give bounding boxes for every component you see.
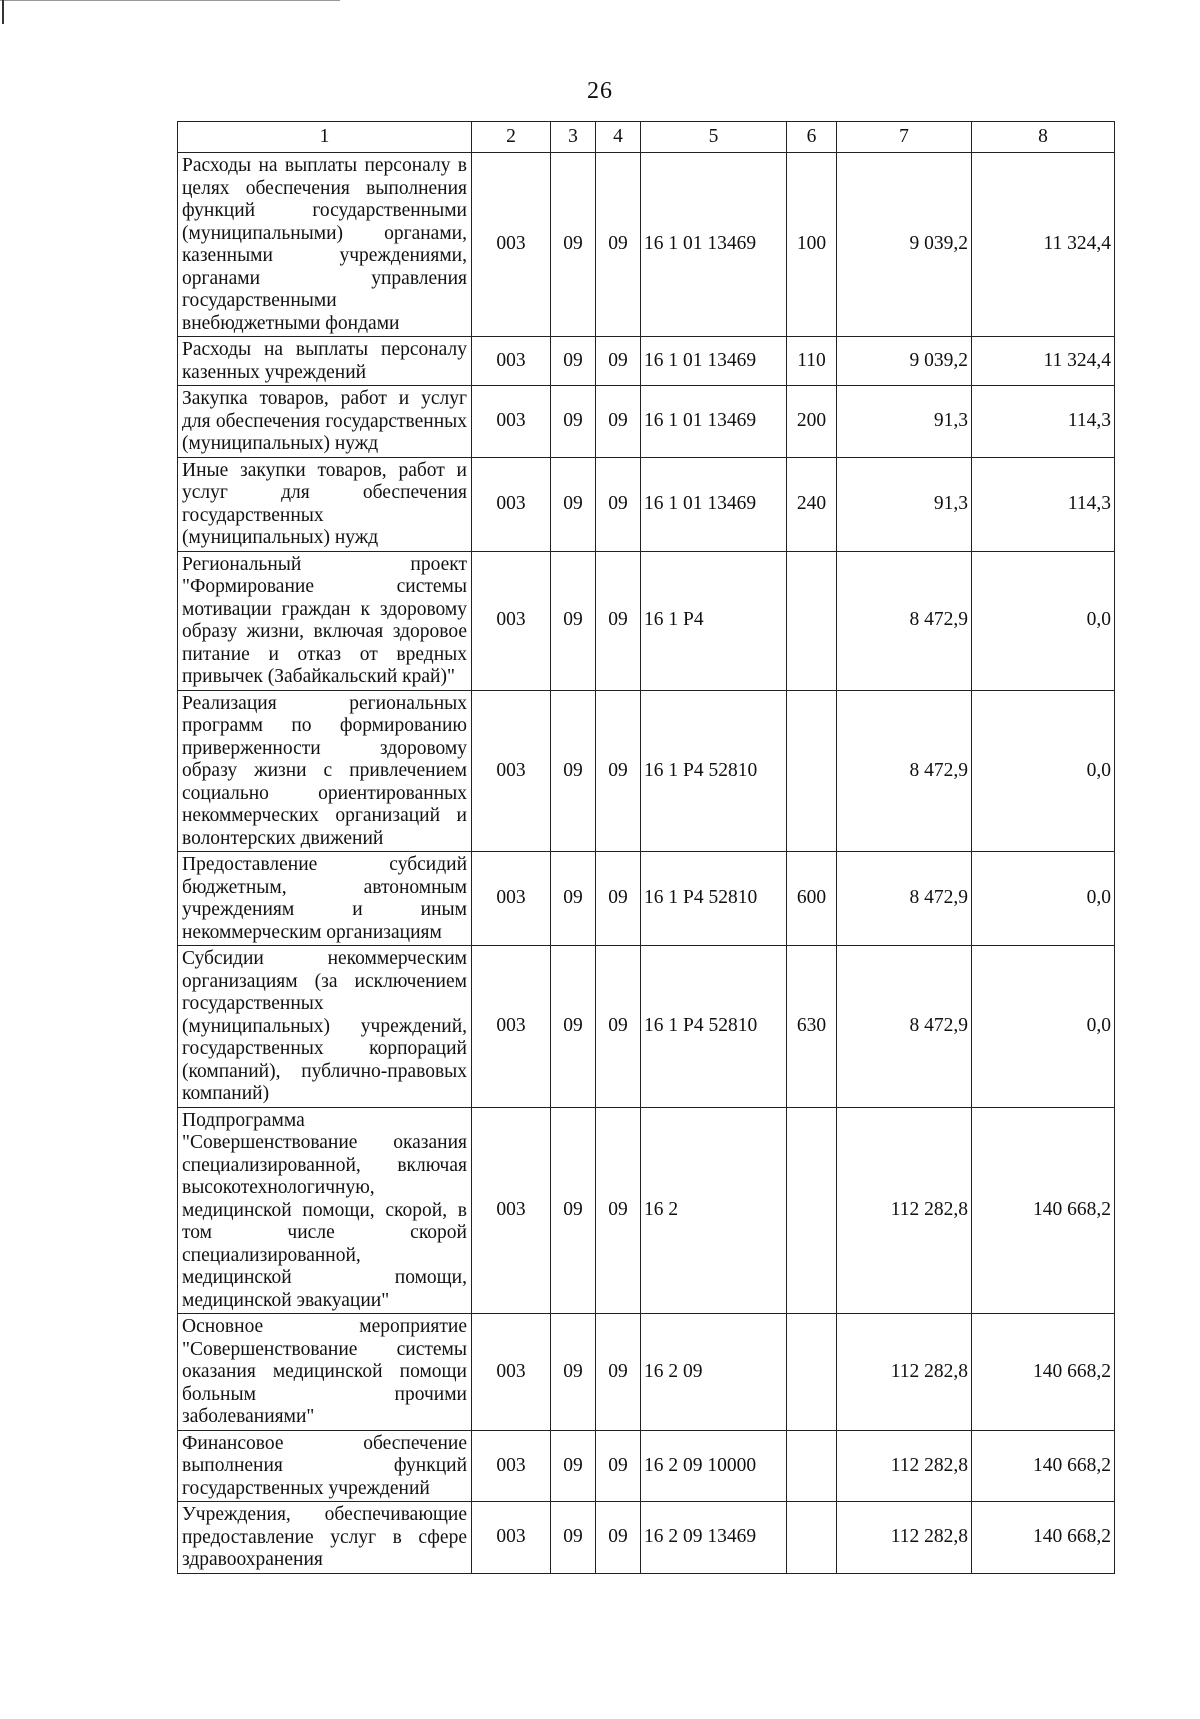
amount-year-2-cell: 0,0: [972, 690, 1115, 852]
row-name-cell: Субсидии некоммерческим организациям (за исключением государственных (муниципальных) учреждений, государственных корпораций (компаний), публично-правовых компаний): [178, 946, 472, 1108]
amount-year-1-cell: 9 039,2: [837, 337, 972, 386]
header-col-2: 2: [472, 122, 551, 153]
expense-type-cell: 110: [787, 337, 837, 386]
amount-year-1-cell: 8 472,9: [837, 852, 972, 946]
page-number: 26: [587, 78, 613, 104]
amount-year-1-cell: 112 282,8: [837, 1107, 972, 1314]
amount-year-2-cell: 0,0: [972, 852, 1115, 946]
section-code-cell: 09: [551, 1430, 596, 1502]
amount-year-1-cell: 112 282,8: [837, 1502, 972, 1574]
amount-year-2-cell: 11 324,4: [972, 337, 1115, 386]
subsection-code-cell: 09: [596, 457, 641, 551]
subsection-code-cell: 09: [596, 1107, 641, 1314]
top-scan-line: [0, 0, 340, 1]
amount-year-2-cell: 11 324,4: [972, 153, 1115, 337]
target-article-cell: 16 1 P4 52810: [641, 690, 787, 852]
target-article-cell: 16 1 01 13469: [641, 457, 787, 551]
section-code-cell: 09: [551, 551, 596, 690]
amount-year-2-cell: 114,3: [972, 386, 1115, 458]
row-name-cell: Подпрограмма "Совершенствование оказания специализированной, включая высокотехнологичную, медицинской помощи, скорой, в том числе скорой специализированной, медицинской помощи, медицинской эвакуации": [178, 1107, 472, 1314]
subsection-code-cell: 09: [596, 690, 641, 852]
table-header-row: [178, 122, 1115, 153]
target-article-cell: 16 1 P4: [641, 551, 787, 690]
target-article-cell: 16 2 09 10000: [641, 1430, 787, 1502]
budget-table: [177, 121, 1115, 1574]
amount-year-2-cell: 140 668,2: [972, 1430, 1115, 1502]
expense-type-cell: [787, 1502, 837, 1574]
table-row: [178, 946, 1115, 1108]
expense-type-cell: [787, 551, 837, 690]
table-row: [178, 153, 1115, 337]
row-name-cell: Расходы на выплаты персоналу казенных учреждений: [178, 337, 472, 386]
amount-year-2-cell: 140 668,2: [972, 1502, 1115, 1574]
table-row: [178, 852, 1115, 946]
row-name-cell: Основное мероприятие "Совершенствование системы оказания медицинской помощи больным прочими заболеваниями": [178, 1314, 472, 1431]
ministry-code-cell: 003: [472, 153, 551, 337]
amount-year-1-cell: 112 282,8: [837, 1430, 972, 1502]
row-name-cell: Реализация региональных программ по формированию приверженности здоровому образу жизни с привлечением социально ориентированных некоммерческих организаций и волонтерских движений: [178, 690, 472, 852]
amount-year-1-cell: 91,3: [837, 457, 972, 551]
subsection-code-cell: 09: [596, 1314, 641, 1431]
target-article-cell: 16 1 01 13469: [641, 337, 787, 386]
subsection-code-cell: 09: [596, 1430, 641, 1502]
section-code-cell: 09: [551, 1502, 596, 1574]
section-code-cell: 09: [551, 153, 596, 337]
section-code-cell: 09: [551, 337, 596, 386]
expense-type-cell: 240: [787, 457, 837, 551]
target-article-cell: 16 1 01 13469: [641, 153, 787, 337]
target-article-cell: 16 1 P4 52810: [641, 946, 787, 1108]
table-row: [178, 551, 1115, 690]
table-row: [178, 337, 1115, 386]
amount-year-2-cell: 140 668,2: [972, 1314, 1115, 1431]
expense-type-cell: 200: [787, 386, 837, 458]
subsection-code-cell: 09: [596, 337, 641, 386]
ministry-code-cell: 003: [472, 852, 551, 946]
subsection-code-cell: 09: [596, 153, 641, 337]
expense-type-cell: [787, 1314, 837, 1431]
ministry-code-cell: 003: [472, 337, 551, 386]
row-name-cell: Региональный проект "Формирование системы мотивации граждан к здоровому образу жизни, включая здоровое питание и отказ от вредных привычек (Забайкальский край)": [178, 551, 472, 690]
expense-type-cell: [787, 690, 837, 852]
amount-year-1-cell: 8 472,9: [837, 946, 972, 1108]
header-col-6: 6: [787, 122, 837, 153]
margin-mark: [2, 0, 4, 24]
header-col-3: 3: [551, 122, 596, 153]
ministry-code-cell: 003: [472, 1502, 551, 1574]
section-code-cell: 09: [551, 1314, 596, 1431]
target-article-cell: 16 1 01 13469: [641, 386, 787, 458]
ministry-code-cell: 003: [472, 457, 551, 551]
table-row: [178, 1502, 1115, 1574]
subsection-code-cell: 09: [596, 852, 641, 946]
table-body: [178, 153, 1115, 1574]
amount-year-1-cell: 112 282,8: [837, 1314, 972, 1431]
header-col-5: 5: [641, 122, 787, 153]
row-name-cell: Предоставление субсидий бюджетным, автономным учреждениям и иным некоммерческим организациям: [178, 852, 472, 946]
expense-type-cell: 600: [787, 852, 837, 946]
header-col-8: 8: [972, 122, 1115, 153]
row-name-cell: Расходы на выплаты персоналу в целях обеспечения выполнения функций государственными (муниципальными) органами, казенными учреждениями, органами управления государственными внебюджетными фондами: [178, 153, 472, 337]
ministry-code-cell: 003: [472, 1314, 551, 1431]
amount-year-1-cell: 8 472,9: [837, 690, 972, 852]
expense-type-cell: [787, 1430, 837, 1502]
amount-year-2-cell: 0,0: [972, 551, 1115, 690]
expense-type-cell: [787, 1107, 837, 1314]
row-name-cell: Закупка товаров, работ и услуг для обеспечения государственных (муниципальных) нужд: [178, 386, 472, 458]
ministry-code-cell: 003: [472, 1107, 551, 1314]
ministry-code-cell: 003: [472, 690, 551, 852]
target-article-cell: 16 2: [641, 1107, 787, 1314]
subsection-code-cell: 09: [596, 1502, 641, 1574]
row-name-cell: Финансовое обеспечение выполнения функций государственных учреждений: [178, 1430, 472, 1502]
section-code-cell: 09: [551, 1107, 596, 1314]
amount-year-1-cell: 9 039,2: [837, 153, 972, 337]
section-code-cell: 09: [551, 690, 596, 852]
header-col-1: 1: [178, 122, 472, 153]
table-row: [178, 1107, 1115, 1314]
row-name-cell: Иные закупки товаров, работ и услуг для обеспечения государственных (муниципальных) нужд: [178, 457, 472, 551]
amount-year-2-cell: 0,0: [972, 946, 1115, 1108]
amount-year-1-cell: 8 472,9: [837, 551, 972, 690]
subsection-code-cell: 09: [596, 946, 641, 1108]
amount-year-2-cell: 114,3: [972, 457, 1115, 551]
target-article-cell: 16 2 09: [641, 1314, 787, 1431]
table-row: [178, 1314, 1115, 1431]
ministry-code-cell: 003: [472, 551, 551, 690]
expense-type-cell: 630: [787, 946, 837, 1108]
amount-year-1-cell: 91,3: [837, 386, 972, 458]
target-article-cell: 16 1 P4 52810: [641, 852, 787, 946]
row-name-cell: Учреждения, обеспечивающие предоставление услуг в сфере здравоохранения: [178, 1502, 472, 1574]
expense-type-cell: 100: [787, 153, 837, 337]
ministry-code-cell: 003: [472, 386, 551, 458]
table-row: [178, 386, 1115, 458]
table-row: [178, 690, 1115, 852]
section-code-cell: 09: [551, 852, 596, 946]
ministry-code-cell: 003: [472, 1430, 551, 1502]
ministry-code-cell: 003: [472, 946, 551, 1108]
section-code-cell: 09: [551, 457, 596, 551]
subsection-code-cell: 09: [596, 551, 641, 690]
subsection-code-cell: 09: [596, 386, 641, 458]
section-code-cell: 09: [551, 386, 596, 458]
amount-year-2-cell: 140 668,2: [972, 1107, 1115, 1314]
target-article-cell: 16 2 09 13469: [641, 1502, 787, 1574]
table-row: [178, 457, 1115, 551]
header-col-4: 4: [596, 122, 641, 153]
table-row: [178, 1430, 1115, 1502]
header-col-7: 7: [837, 122, 972, 153]
section-code-cell: 09: [551, 946, 596, 1108]
